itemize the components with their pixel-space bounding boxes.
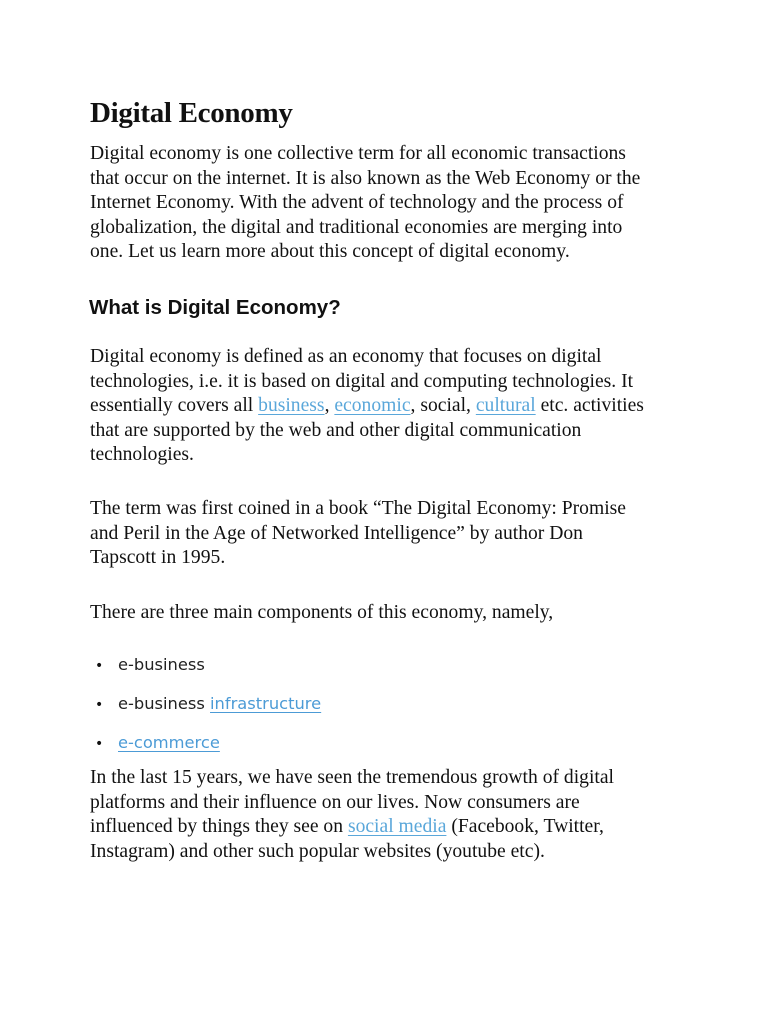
page-title: Digital Economy — [90, 97, 293, 129]
definition-text: essentially covers all — [90, 395, 259, 416]
growth-line: In the last 15 years, we have seen the tremendous growth of digital — [90, 767, 614, 788]
growth-line — [90, 815, 690, 840]
growth-line: platforms and their influence on our lives. Now consumers are — [90, 791, 580, 813]
list-item — [90, 690, 321, 729]
intro-line: that occur on the internet. It is also known as the Web Economy or the — [90, 167, 641, 189]
intro-line: globalization, the digital and traditional economies are merging into — [90, 216, 623, 238]
intro-paragraph — [90, 142, 690, 265]
definition-text: etc. activities — [535, 395, 644, 416]
definition-line: Digital economy is defined as an economy that focuses on digital — [90, 346, 602, 367]
list-item-text: e-business — [118, 655, 205, 674]
definition-line: technologies, i.e. it is based on digital and computing technologies. It — [90, 370, 634, 392]
social-media-link[interactable]: social media — [347, 816, 447, 837]
definition-line: that are supported by the web and other digital communication — [90, 419, 582, 441]
bullet-icon: • — [95, 697, 104, 713]
components-intro: There are three main components of this economy, namely, — [90, 602, 554, 623]
components-list — [90, 651, 321, 768]
origin-line: Tapscott in 1995. — [90, 547, 226, 568]
infrastructure-link[interactable]: infrastructure — [210, 694, 322, 713]
business-link[interactable]: business — [258, 395, 325, 416]
bullet-icon: • — [95, 736, 104, 752]
list-item — [90, 729, 321, 768]
growth-text: (Facebook, Twitter, — [446, 816, 604, 837]
e-commerce-link[interactable]: e-commerce — [118, 733, 220, 752]
list-item — [90, 651, 321, 690]
origin-line: The term was first coined in a book “The Digital Economy: Promise — [90, 498, 626, 519]
bullet-icon: • — [95, 658, 104, 674]
definition-paragraph — [90, 345, 690, 468]
definition-text: , social, — [410, 395, 476, 416]
growth-line: Instagram) and other such popular websites (youtube etc). — [90, 840, 545, 862]
economic-link[interactable]: economic — [334, 395, 411, 416]
definition-text: , — [324, 395, 335, 416]
origin-line: and Peril in the Age of Networked Intelligence” by author Don — [90, 522, 583, 544]
definition-line: technologies. — [90, 444, 194, 465]
list-item-text: e-business — [118, 694, 211, 713]
section-heading: What is Digital Economy? — [89, 296, 341, 319]
growth-paragraph — [90, 766, 690, 864]
intro-line: Internet Economy. With the advent of technology and the process of — [90, 192, 624, 213]
intro-line: one. Let us learn more about this concept of digital economy. — [90, 241, 570, 262]
definition-line — [90, 394, 690, 419]
growth-text: influenced by things they see on — [90, 816, 348, 837]
cultural-link[interactable]: cultural — [475, 395, 536, 416]
intro-line: Digital economy is one collective term for all economic transactions — [90, 143, 626, 164]
origin-paragraph — [90, 497, 690, 571]
